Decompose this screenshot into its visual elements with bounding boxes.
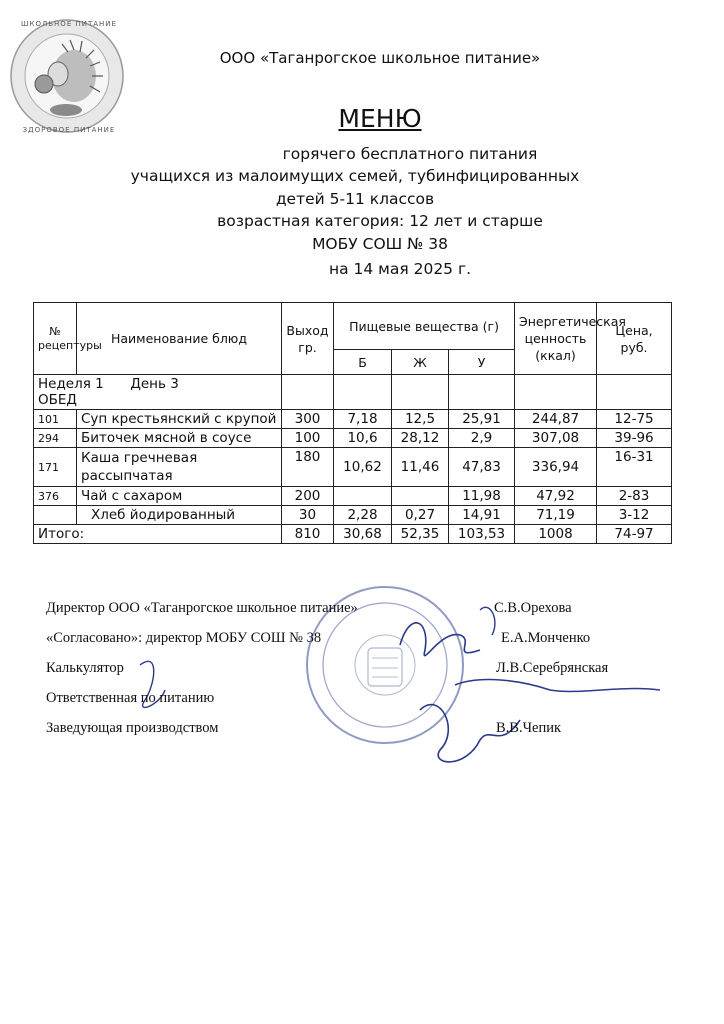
table-row: [34, 448, 672, 487]
dish-output: 200: [282, 487, 334, 506]
header-carbs: У: [449, 350, 515, 375]
total-row: [34, 525, 672, 544]
total-energy: 1008: [515, 525, 597, 544]
dish-protein: 2,28: [334, 506, 392, 525]
age-category: возрастная категория: 12 лет и старше: [217, 212, 543, 230]
dish-energy: 71,19: [515, 506, 597, 525]
dish-energy: 336,94: [515, 448, 597, 487]
header-energy: Энергетическая ценность (ккал): [515, 303, 597, 375]
dish-price: 39-96: [597, 429, 672, 448]
dish-protein: [334, 487, 392, 506]
dish-fat: [392, 487, 449, 506]
dish-energy: 307,08: [515, 429, 597, 448]
dish-output: 30: [282, 506, 334, 525]
dish-name: Хлеб йодированный: [77, 506, 282, 525]
total-label: Итого:: [34, 525, 282, 544]
header-protein: Б: [334, 350, 392, 375]
nutrition-responsible-role: Ответственная по питанию: [46, 690, 215, 706]
total-fat: 52,35: [392, 525, 449, 544]
dish-output: 100: [282, 429, 334, 448]
organization-name: ООО «Таганрогское школьное питание»: [219, 49, 541, 67]
dish-output: 300: [282, 410, 334, 429]
dish-price: 12-75: [597, 410, 672, 429]
dish-energy: 244,87: [515, 410, 597, 429]
dish-protein: 7,18: [334, 410, 392, 429]
table-row: [34, 506, 672, 525]
recipe-code: 376: [34, 487, 77, 506]
logo-top-text: ШКОЛЬНОЕ ПИТАНИЕ: [21, 20, 117, 28]
dish-fat: 11,46: [392, 448, 449, 487]
menu-table: [33, 302, 672, 544]
director-role: Директор ООО «Таганрогское школьное питание»: [46, 600, 358, 616]
dish-protein: 10,62: [334, 448, 392, 487]
header-price: Цена, руб.: [597, 303, 672, 375]
dish-output: 180: [282, 448, 334, 487]
dish-name: Суп крестьянский с крупой: [77, 410, 282, 429]
subtitle-line-3: детей 5-11 классов: [275, 190, 435, 208]
recipe-code: 294: [34, 429, 77, 448]
day-row: [34, 375, 672, 410]
meal-label: ОБЕД: [38, 392, 77, 408]
total-price: 74-97: [597, 525, 672, 544]
approval-role: «Согласовано»: директор МОБУ СОШ № 38: [46, 630, 322, 646]
menu-date: на 14 мая 2025 г.: [328, 260, 472, 278]
dish-price: 2-83: [597, 487, 672, 506]
header-recipe-number: № рецептуры: [34, 303, 77, 375]
header-fat: Ж: [392, 350, 449, 375]
director-name: С.В.Орехова: [494, 600, 572, 616]
document-title: МЕНЮ: [338, 104, 422, 133]
total-carbs: 103,53: [449, 525, 515, 544]
dish-price: 3-12: [597, 506, 672, 525]
recipe-code: 171: [34, 448, 77, 487]
header-dish-name: Наименование блюд: [77, 303, 282, 375]
dish-fat: 12,5: [392, 410, 449, 429]
production-head-role: Заведующая производством: [46, 720, 219, 736]
dish-energy: 47,92: [515, 487, 597, 506]
header-nutrients: Пищевые вещества (г): [334, 303, 515, 350]
dish-fat: 0,27: [392, 506, 449, 525]
dish-carbs: 11,98: [449, 487, 515, 506]
calculator-name: Л.В.Серебрянская: [496, 660, 609, 676]
day-label: День 3: [130, 376, 179, 392]
header-output: Выход гр.: [282, 303, 334, 375]
logo-bottom-text: ЗДОРОВОЕ ПИТАНИЕ: [22, 126, 116, 134]
recipe-code: [34, 506, 77, 525]
calculator-role: Калькулятор: [46, 660, 124, 676]
school-name: МОБУ СОШ № 38: [312, 235, 448, 253]
subtitle-line-1: горячего бесплатного питания: [282, 145, 538, 163]
dish-name: Каша гречневая рассыпчатая: [77, 448, 282, 487]
dish-protein: 10,6: [334, 429, 392, 448]
dish-carbs: 14,91: [449, 506, 515, 525]
week-label: Неделя 1: [38, 376, 104, 392]
signature-block: [46, 600, 666, 750]
school-nutrition-logo: [8, 14, 126, 144]
dish-name: Биточек мясной в соусе: [77, 429, 282, 448]
dish-carbs: 47,83: [449, 448, 515, 487]
table-row: [34, 429, 672, 448]
dish-fat: 28,12: [392, 429, 449, 448]
total-output: 810: [282, 525, 334, 544]
dish-name: Чай с сахаром: [77, 487, 282, 506]
dish-price: 16-31: [597, 448, 672, 487]
dish-carbs: 25,91: [449, 410, 515, 429]
dish-carbs: 2,9: [449, 429, 515, 448]
approval-name: Е.А.Монченко: [501, 630, 591, 646]
table-row: [34, 410, 672, 429]
table-row: [34, 487, 672, 506]
production-head-name: В.В.Чепик: [496, 720, 562, 736]
subtitle-line-2: учащихся из малоимущих семей, тубинфицированных: [130, 167, 580, 185]
recipe-code: 101: [34, 410, 77, 429]
total-protein: 30,68: [334, 525, 392, 544]
